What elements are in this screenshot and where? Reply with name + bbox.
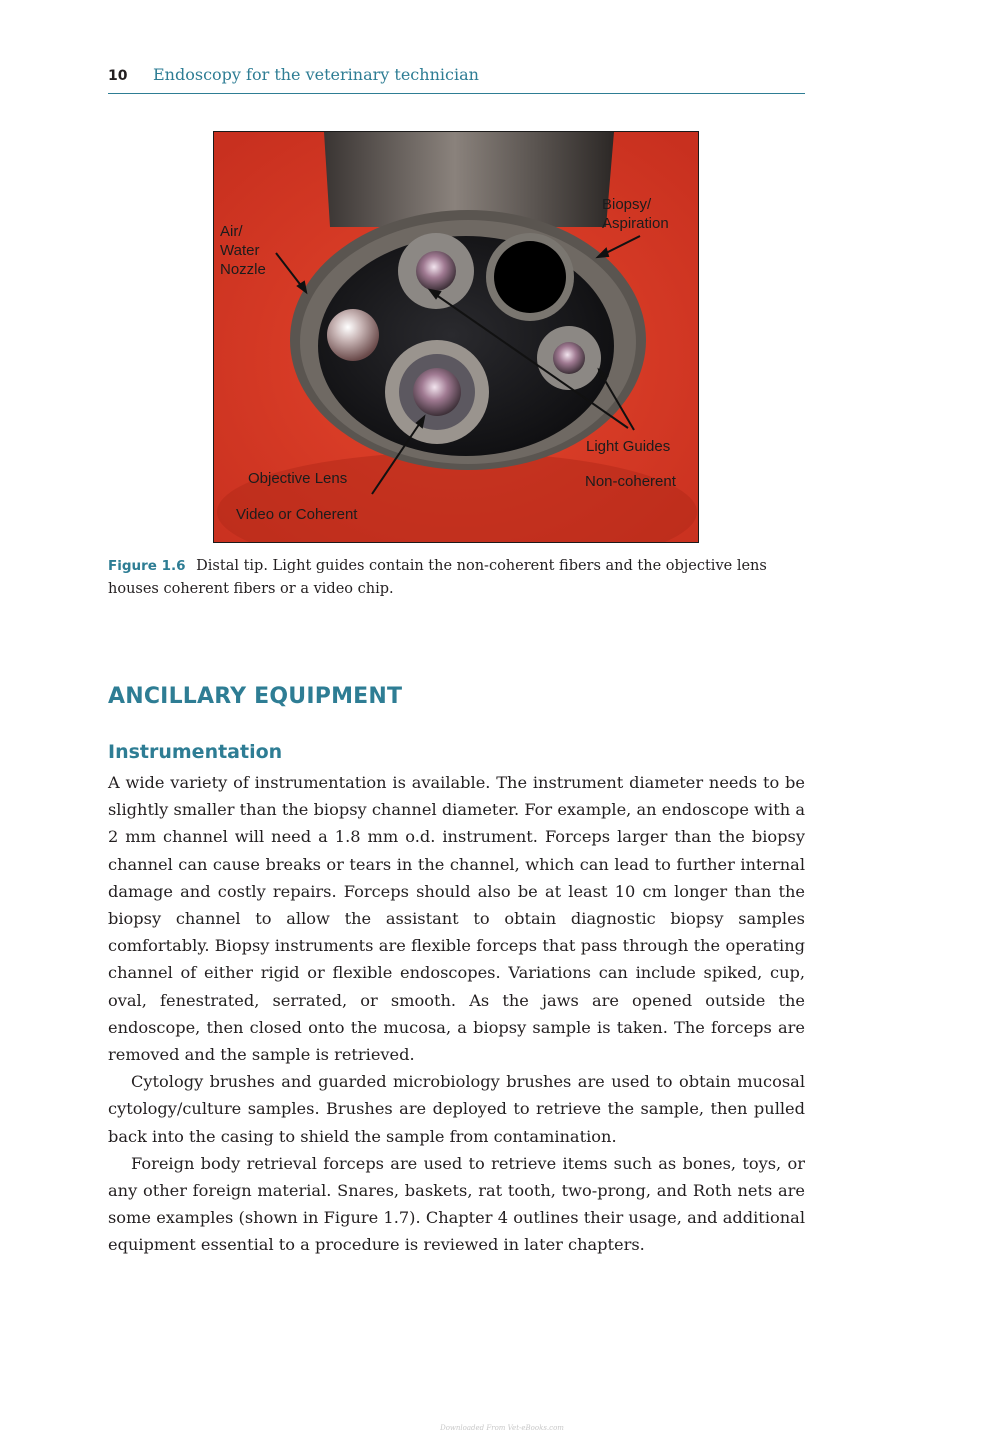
figure-distal-tip <box>213 131 699 543</box>
label-objective-lens: Objective Lens <box>248 470 348 487</box>
section-heading: ANCILLARY EQUIPMENT <box>108 684 403 709</box>
label-video-coherent: Video or Coherent <box>236 506 358 523</box>
label-non-coherent: Non-coherent <box>585 473 676 490</box>
subsection-heading: Instrumentation <box>108 741 283 763</box>
book-title: Endoscopy for the veterinary technician <box>153 65 479 84</box>
caption-text: Distal tip. Light guides contain the non-coherent fibers and the objective lens houses coherent fibers or a video chip. <box>108 558 767 597</box>
label-biopsy-aspiration: Biopsy/ Aspiration <box>602 196 669 232</box>
label-air-water-nozzle: Air/ Water Nozzle <box>220 223 266 278</box>
figure-caption <box>108 555 805 601</box>
watermark: Downloaded From Vet-eBooks.com <box>440 1424 564 1432</box>
paragraph: A wide variety of instrumentation is available. The instrument diameter needs to be slightly smaller than the biopsy channel diameter. For example, an endoscope with a 2 mm channel will need a 1.8 mm o.d. instrument. Forceps larger than the biopsy channel can cause breaks or tears in the channel, which can lead to further internal damage and costly repairs. Forceps should also be at least 10 cm longer than the biopsy channel to allow the assistant to obtain diagnostic biopsy samples comfortably. Biopsy instruments are flexible forceps that pass through the operating channel of either rigid or flexible endoscopes. Variations can include spiked, cup, oval, fenestrated, serrated, or smooth. As the jaws are opened outside the endoscope, then closed onto the mucosa, a biopsy sample is taken. The forceps are removed and the sample is retrieved. <box>108 773 805 1065</box>
paragraph: Cytology brushes and guarded microbiology brushes are used to obtain mucosal cytology/culture samples. Brushes are deployed to retrieve the sample, then pulled back into the casing to shield the sample from contamination. <box>108 1072 805 1146</box>
body-text <box>108 769 805 1259</box>
paragraph: Foreign body retrieval forceps are used to retrieve items such as bones, toys, or any other foreign material. Snares, baskets, rat tooth, two-prong, and Roth nets are some examples (shown in Figure 1.7). Chapter 4 outlines their usage, and additional equipment essential to a procedure is reviewed in later chapters. <box>108 1153 805 1255</box>
running-head <box>108 64 805 94</box>
caption-label: Figure 1.6 <box>108 558 186 574</box>
page-number: 10 <box>108 68 128 84</box>
label-light-guides: Light Guides <box>586 438 671 455</box>
